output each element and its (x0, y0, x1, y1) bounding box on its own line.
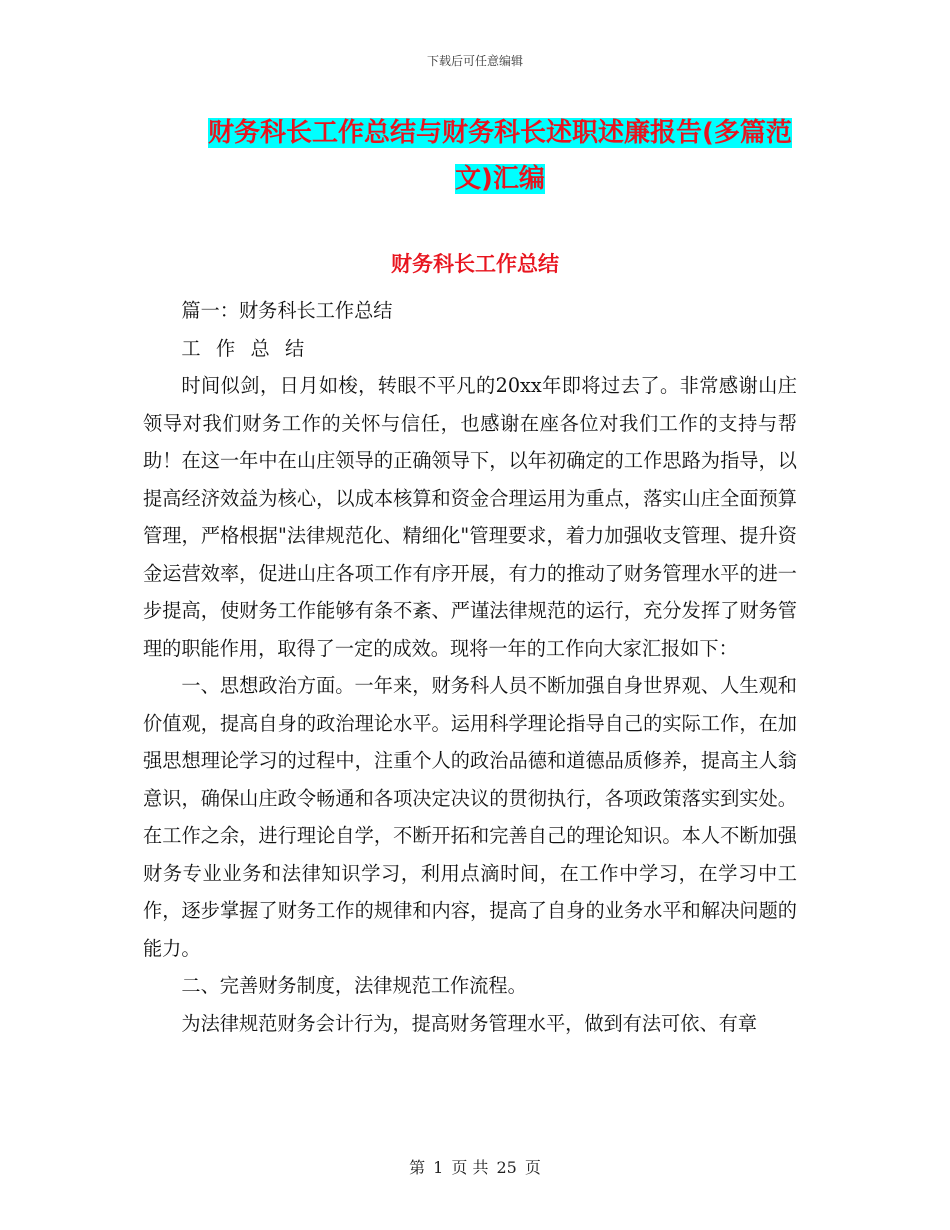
paragraph-section-one: 一、思想政治方面。一年来，财务科人员不断加强自身世界观、人生观和价值观，提高自身的政治理论水平。运用科学理论指导自己的实际工作，在加强思想理论学习的过程中，注重个人的政治品德和道德品质修养，提高主人翁意识，确保山庄政令畅通和各项决定决议的贯彻执行，各项政策落实到实处。在工作之余，进行理论自学，不断开拓和完善自己的理论知识。本人不断加强财务专业业务和法律知识学习，利用点滴时间，在工作中学习，在学习中工作，逐步掌握了财务工作的规律和内容，提高了自身的业务水平和解决问题的能力。 (143, 674, 797, 960)
footer-total-pages: 25 (496, 1158, 517, 1177)
section-title: 财务科长工作总结 (391, 252, 559, 276)
document-body (143, 292, 797, 1042)
page-footer (0, 1155, 950, 1178)
footer-suffix: 页 (524, 1158, 541, 1177)
footer-page-number: 1 (433, 1158, 444, 1177)
paragraph-section-two-heading: 二、完善财务制度，法律规范工作流程。 (181, 974, 527, 997)
paragraph-intro: 时间似剑，日月如梭，转眼不平凡的20xx年即将过去了。非常感谢山庄领导对我们财务工作的关怀与信任，也感谢在座各位对我们工作的支持与帮助！在这一年中在山庄领导的正确领导下，以年初确定的工作思路为指导，以提高经济效益为核心，以成本核算和资金合理运用为重点，落实山庄全面预算管理，严格根据"法律规范化、精细化"管理要求，着力加强收支管理、提升资金运营效率，促进山庄各项工作有序开展，有力的推动了财务管理水平的进一步提高，使财务工作能够有条不紊、严谨法律规范的运行，充分发挥了财务管理的职能作用，取得了一定的成效。现将一年的工作向大家汇报如下： (143, 374, 797, 660)
footer-mid: 页 共 (451, 1158, 489, 1177)
paragraph-section-two-body: 为法律规范财务会计行为，提高财务管理水平，做到有法可依、有章 (181, 1011, 758, 1035)
document-title-text: 财务科长工作总结与财务科长述职述廉报告(多篇范文)汇编 (208, 118, 792, 194)
document-title (190, 110, 810, 202)
paragraph-chapter-label: 篇一：财务科长工作总结 (181, 299, 393, 322)
footer-prefix: 第 (409, 1158, 426, 1177)
paragraph-heading: 工作总结 (181, 336, 320, 360)
header-note: 下载后可任意编辑 (426, 54, 523, 68)
